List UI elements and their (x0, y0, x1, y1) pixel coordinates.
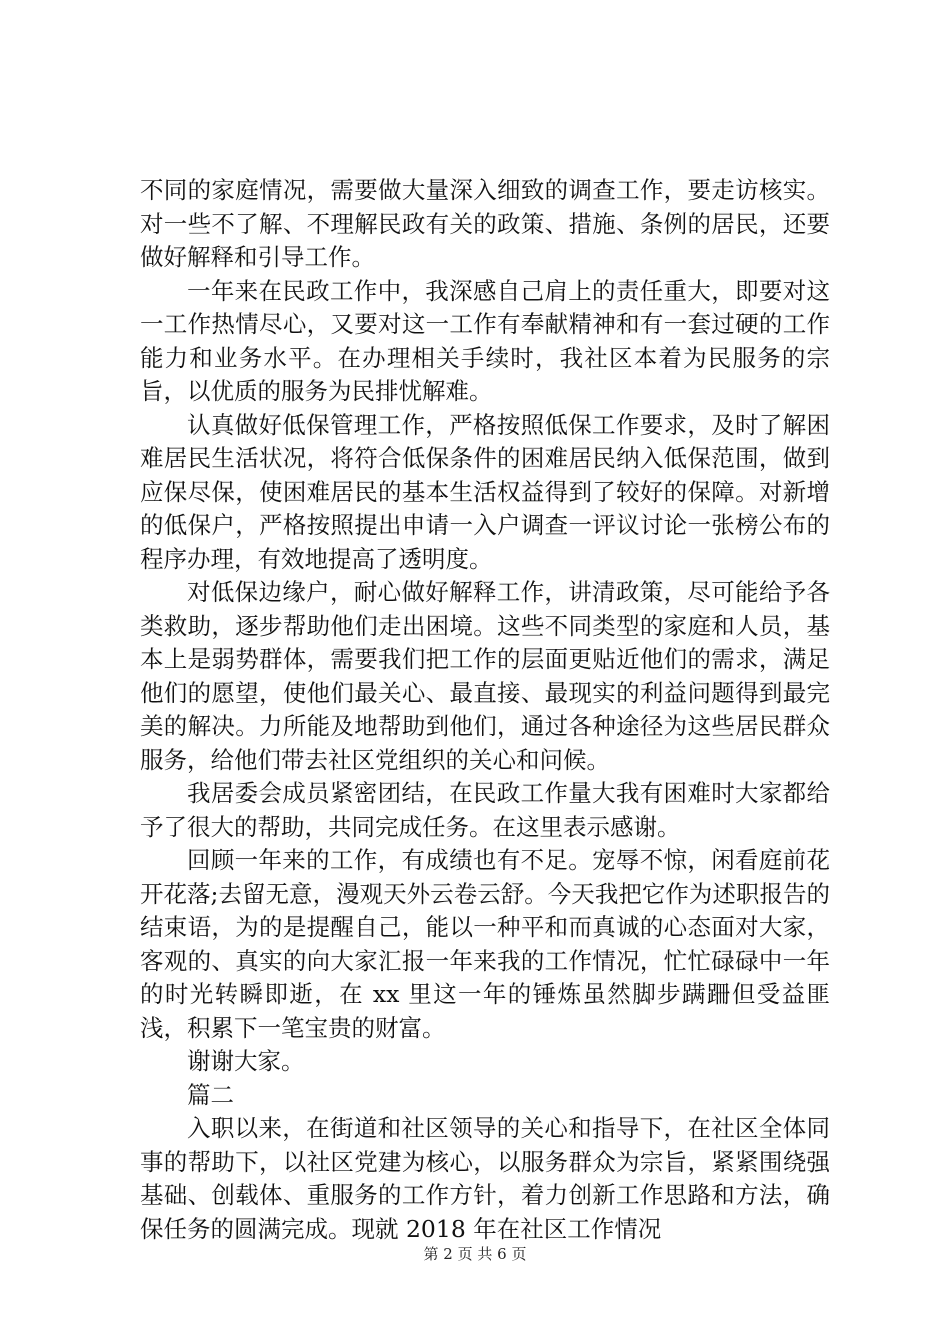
paragraph: 回顾一年来的工作，有成绩也有不足。宠辱不惊，闲看庭前花开花落;去留无意，漫观天外云卷云舒。今天我把它作为述职报告的结束语，为的是提醒自己，能以一种平和而真诚的心态面对大家，客观的、真实的向大家汇报一年来我的工作情况，忙忙碌碌中一年的时光转瞬即逝，在 xx 里这一年的锤炼虽然脚步蹒跚但受益匪浅，积累下一笔宝贵的财富。 (140, 846, 830, 1042)
section-heading: 篇二 (187, 1080, 234, 1109)
paragraph: 认真做好低保管理工作，严格按照低保工作要求，及时了解困难居民生活状况，将符合低保条件的困难居民纳入低保范围，做到应保尽保，使困难居民的基本生活权益得到了较好的保障。对新增的低保户，严格按照提出申请一入户调查一评议讨论一张榜公布的程序办理，有效地提高了透明度。 (140, 410, 830, 573)
paragraph: 入职以来，在街道和社区领导的关心和指导下，在社区全体同事的帮助下，以社区党建为核心，以服务群众为宗旨，紧紧围绕强基础、创载体、重服务的工作方针，着力创新工作思路和方法，确保任务的圆满完成。现就 2018 年在社区工作情况 (140, 1114, 830, 1243)
page-number: 第 2 页 共 6 页 (423, 1245, 527, 1263)
closing-thanks: 谢谢大家。 (187, 1047, 305, 1075)
paragraph: 我居委会成员紧密团结，在民政工作量大我有困难时大家都给予了很大的帮助，共同完成任务。在这里表示感谢。 (140, 779, 830, 841)
paragraph: 一年来在民政工作中，我深感自己肩上的责任重大，即要对这一工作热情尽心，又要对这一工作有奉献精神和有一套过硬的工作能力和业务水平。在办理相关手续时，我社区本着为民服务的宗旨，以优质的服务为民排忧解难。 (140, 276, 830, 405)
document-body (140, 174, 830, 1246)
paragraph: 对低保边缘户，耐心做好解释工作，讲清政策，尽可能给予各类救助，逐步帮助他们走出困境。这些不同类型的家庭和人员，基本上是弱势群体，需要我们把工作的层面更贴近他们的需求，满足他们的愿望，使他们最关心、最直接、最现实的利益问题得到最完美的解决。力所能及地帮助到他们，通过各种途径为这些居民群众服务，给他们带去社区党组织的关心和问候。 (140, 578, 830, 774)
paragraph-continuation: 不同的家庭情况，需要做大量深入细致的调查工作，要走访核实。对一些不了解、不理解民政有关的政策、措施、条例的居民，还要做好解释和引导工作。 (140, 176, 830, 271)
